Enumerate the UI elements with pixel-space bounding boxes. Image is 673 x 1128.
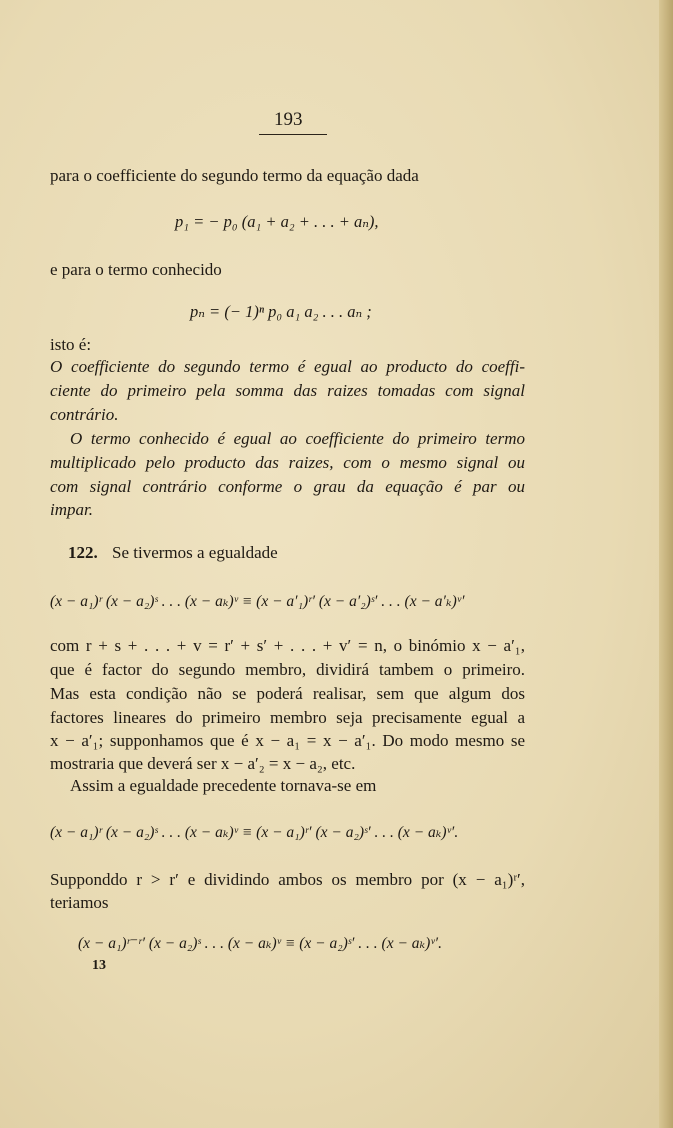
- section-number: 122.: [68, 543, 98, 562]
- formula-equality: (x − a₁)ʳ (x − a₂)ˢ . . . (x − aₖ)ᵛ ≡ (x − a₁)ʳ′ (x − a₂)ˢ′ . . . (x − aₖ)ᵛ′.: [50, 824, 459, 841]
- text-line: que é factor do segundo membro, dividirá tambem o primeiro.: [50, 660, 525, 679]
- text-line: Supponddo r > r′ e dividindo ambos os membro por (x − a₁)ʳ′,: [50, 870, 525, 889]
- signature-mark: 13: [92, 958, 106, 973]
- theorem-line: O coefficiente do segundo termo é egual ao producto do coeffi-: [50, 357, 525, 376]
- section-text: Se tivermos a egualdade: [112, 543, 278, 562]
- formula-result: (x − a₁)ʳ⁻ʳ′ (x − a₂)ˢ . . . (x − aₖ)ᵛ ≡ (x − a₂)ˢ′ . . . (x − aₖ)ᵛ′.: [78, 935, 442, 952]
- text-line: teriamos: [50, 893, 109, 912]
- text-line: Assim a egualdade precedente tornava-se em: [70, 776, 377, 795]
- text-line: para o coefficiente do segundo termo da equação dada: [50, 166, 419, 185]
- text-line: e para o termo conhecido: [50, 260, 222, 279]
- section-heading: [68, 543, 543, 563]
- theorem-line: O termo conhecido é egual ao coefficiente do primeiro termo: [70, 429, 525, 448]
- text-line: Mas esta condição não se poderá realisar, sem que algum dos: [50, 684, 525, 703]
- formula-p1: p₁ = − p₀ (a₁ + a₂ + . . . + aₙ),: [175, 212, 379, 231]
- theorem-line: com signal contrário conforme o grau da equação é par ou: [50, 477, 525, 496]
- text-line: isto é:: [50, 335, 92, 354]
- theorem-line: ciente do primeiro pela somma das raizes tomadas com signal: [50, 381, 525, 400]
- page-edge: [659, 0, 673, 1128]
- page-number: 193: [274, 109, 303, 130]
- text-line: mostraria que deverá ser x − a′₂ = x − a₂, etc.: [50, 754, 356, 773]
- theorem-line: contrário.: [50, 405, 119, 424]
- formula-identity: (x − a₁)ʳ (x − a₂)ˢ . . . (x − aₖ)ᵛ ≡ (x − a′₁)ʳ′ (x − a′₂)ˢ′ . . . (x − a′ₖ)ᵛ′: [50, 593, 465, 610]
- theorem-line: multiplicado pelo producto das raizes, com o mesmo signal ou: [50, 453, 525, 472]
- text-line: factores lineares do primeiro membro seja precisamente egual a: [50, 708, 525, 727]
- page-number-rule: [259, 134, 327, 135]
- text-line: com r + s + . . . + v = r′ + s′ + . . . + v′ = n, o binómio x − a′₁,: [50, 636, 525, 655]
- text-line: x − a′₁; supponhamos que é x − a₁ = x − a′₁. Do modo mesmo se: [50, 731, 525, 750]
- theorem-line: impar.: [50, 500, 93, 519]
- formula-pn: pₙ = (− 1)ⁿ p₀ a₁ a₂ . . . aₙ ;: [190, 302, 372, 321]
